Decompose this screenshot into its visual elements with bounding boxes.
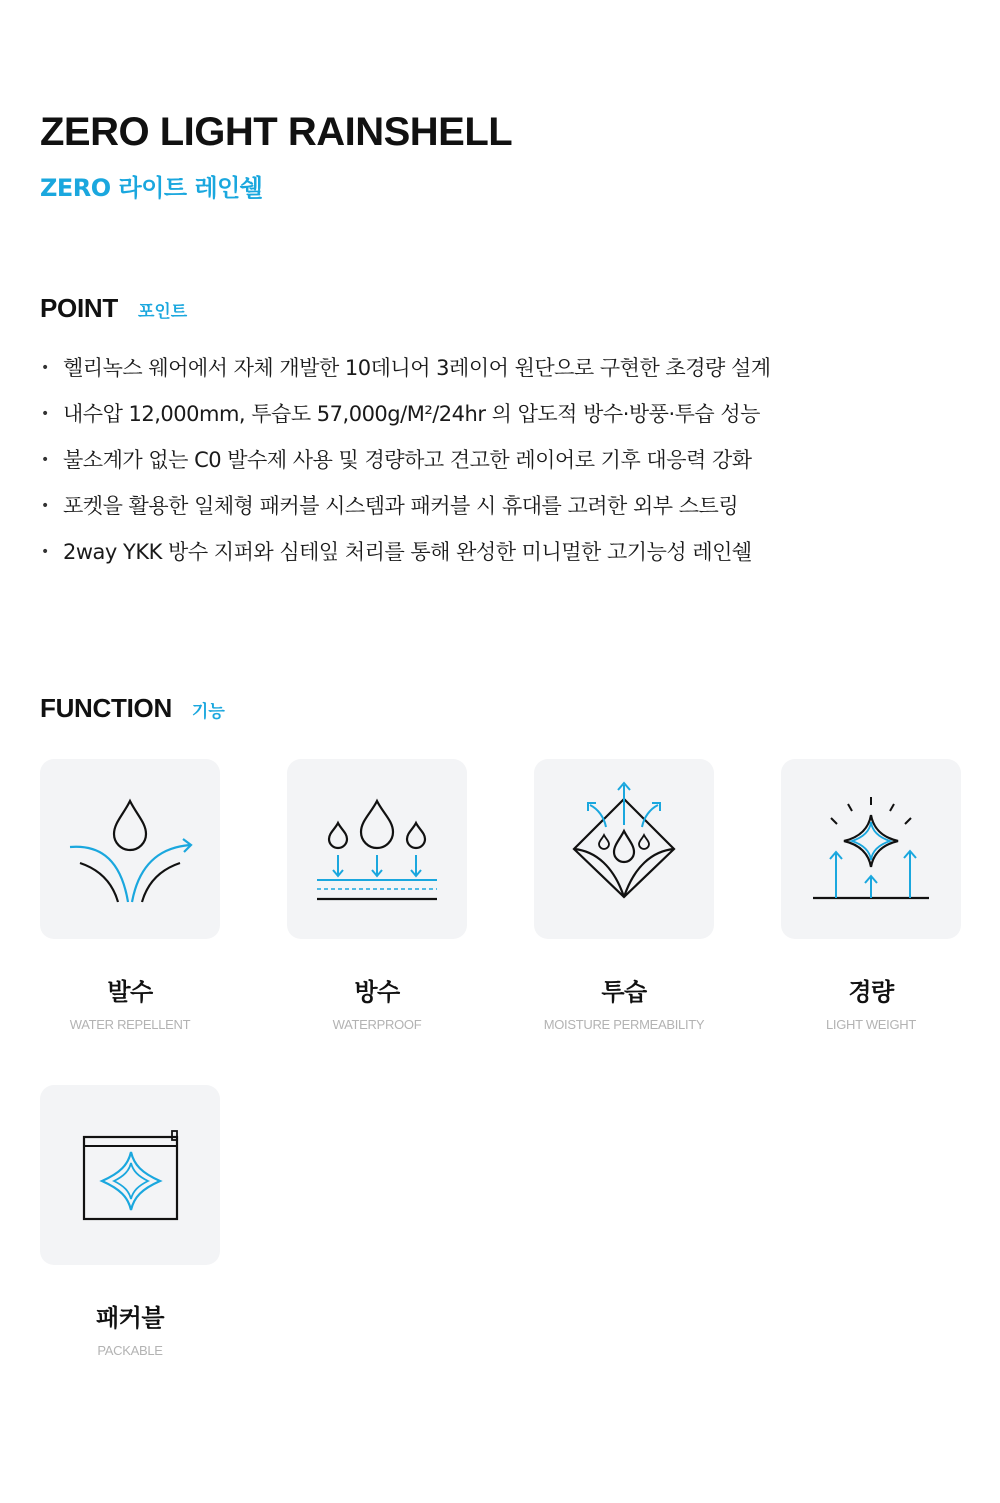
point-list [40, 350, 771, 580]
moisture-permeability-icon [534, 759, 714, 939]
product-title: ZERO LIGHT RAINSHELL [40, 110, 513, 154]
function-section-header [40, 693, 225, 724]
function-label-en: WATER REPELLENT [69, 1017, 191, 1032]
function-label-en: LIGHT WEIGHT [825, 1017, 917, 1032]
point-title-ko: 포인트 [137, 302, 188, 322]
function-label-en: PACKABLE [97, 1343, 163, 1358]
function-card-packable [40, 1085, 220, 1358]
light-weight-icon [781, 759, 961, 939]
function-card-light-weight [781, 759, 961, 1032]
point-text: 2way YKK 방수 지퍼와 심테잎 처리를 통해 완성한 미니멀한 고기능성 레인쉘 [63, 540, 752, 564]
product-subtitle: ZERO 라이트 레인쉘 [40, 174, 263, 202]
function-title: FUNCTION [40, 693, 172, 723]
point-text: 불소계가 없는 C0 발수제 사용 및 경량하고 견고한 레이어로 기후 대응력 강화 [63, 448, 752, 472]
function-label-ko: 패커블 [95, 1304, 165, 1332]
function-label-en: WATERPROOF [332, 1017, 422, 1032]
point-text: 포켓을 활용한 일체형 패커블 시스템과 패커블 시 휴대를 고려한 외부 스트링 [63, 494, 739, 518]
function-card-water-repellent [40, 759, 220, 1032]
function-label-ko: 발수 [107, 978, 153, 1006]
function-tile [287, 759, 467, 939]
function-title-ko: 기능 [191, 702, 225, 722]
function-label-ko: 투습 [601, 978, 647, 1006]
function-label-en: MOISTURE PERMEABILITY [543, 1017, 705, 1032]
function-label-ko: 경량 [848, 978, 894, 1006]
point-item [40, 350, 771, 396]
bullet: • [41, 360, 49, 376]
point-item [40, 396, 771, 442]
function-card-moisture-permeability [534, 759, 714, 1032]
function-card-waterproof [287, 759, 467, 1032]
point-section-header [40, 293, 187, 324]
point-title: POINT [40, 293, 118, 323]
function-tile [534, 759, 714, 939]
water-repellent-icon [40, 759, 220, 939]
point-text: 헬리녹스 웨어에서 자체 개발한 10데니어 3레이어 원단으로 구현한 초경량 설계 [63, 356, 771, 380]
function-tile [40, 759, 220, 939]
function-tile [781, 759, 961, 939]
bullet: • [41, 544, 49, 560]
point-text: 내수압 12,000mm, 투습도 57,000g/M²/24hr 의 압도적 방수·방풍·투습 성능 [63, 402, 760, 426]
function-tile [40, 1085, 220, 1265]
point-item [40, 534, 771, 580]
packable-icon [40, 1085, 220, 1265]
point-item [40, 442, 771, 488]
bullet: • [41, 498, 49, 514]
bullet: • [41, 406, 49, 422]
bullet: • [41, 452, 49, 468]
function-label-ko: 방수 [354, 978, 400, 1006]
point-item [40, 488, 771, 534]
waterproof-icon [287, 759, 467, 939]
